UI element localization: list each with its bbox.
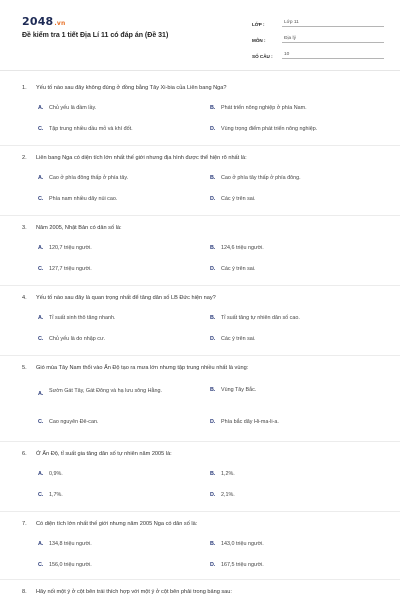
meta-value: 10 [282, 52, 384, 60]
option-letter: D. [210, 419, 216, 425]
document-meta [252, 14, 384, 62]
answer-option[interactable] [210, 245, 264, 251]
option-text: Chủ yếu là do nhập cư. [49, 336, 106, 342]
option-text: Vùng trọng điểm phát triển nông nghiệp. [221, 126, 318, 132]
answer-option[interactable] [38, 562, 92, 568]
option-text: 143,0 triệu người. [221, 541, 264, 547]
meta-row-class [252, 14, 384, 27]
option-text: Các ý trên sai. [221, 196, 256, 202]
option-text: Các ý trên sai. [221, 336, 256, 342]
question-text [22, 85, 226, 91]
answer-option[interactable] [38, 175, 128, 181]
option-text: 124,6 triệu người. [221, 245, 264, 251]
question-stem: Gió mùa Tây Nam thổi vào Ấn Độ tạo ra mưa lớn nhưng tập trung nhiều nhất là vùng: [36, 365, 249, 371]
question-number: 6. [22, 451, 27, 457]
meta-label: MÔN : [252, 38, 266, 43]
option-text: Vùng Tây Bắc. [221, 387, 257, 393]
option-text: Tỉ suất sinh thô tăng nhanh. [49, 315, 116, 321]
answer-option[interactable] [38, 492, 63, 498]
answer-option[interactable] [210, 175, 301, 181]
question-text [22, 589, 232, 595]
option-letter: A. [38, 105, 44, 111]
answer-option[interactable] [38, 541, 92, 547]
answer-option[interactable] [210, 541, 264, 547]
question-number: 3. [22, 225, 27, 231]
answer-option[interactable] [210, 105, 307, 111]
answer-option[interactable] [38, 387, 179, 397]
question-text [22, 521, 197, 527]
answer-option[interactable] [210, 492, 235, 498]
option-text: 1,7%. [49, 492, 63, 498]
question-separator [0, 511, 400, 512]
option-text: 1,2%. [221, 471, 235, 477]
option-text: Phát triển nông nghiệp ở phía Nam. [221, 105, 307, 111]
page-header [0, 0, 400, 66]
option-letter: C. [38, 196, 44, 202]
answer-option[interactable] [38, 105, 96, 111]
answer-option[interactable] [210, 387, 256, 393]
question-text [22, 155, 247, 161]
option-text: Phía bắc dãy Hi-ma-li-a. [221, 419, 279, 425]
question-number: 4. [22, 295, 27, 301]
question-number: 2. [22, 155, 27, 161]
option-letter: D. [210, 266, 216, 272]
question-stem: Liên bang Nga có diện tích lớn nhất thế giới nhưng địa hình được thể hiện rõ nhất là: [36, 155, 247, 161]
meta-label: SỐ CÂU : [252, 54, 273, 59]
option-letter: D. [210, 126, 216, 132]
option-letter: B. [210, 245, 216, 251]
option-letter: C. [38, 336, 44, 342]
question-separator [0, 355, 400, 356]
answer-option[interactable] [210, 315, 300, 321]
answer-option[interactable] [210, 562, 264, 568]
meta-row-question-count [252, 46, 384, 59]
option-text: 2,1%. [221, 492, 235, 498]
option-text: Các ý trên sai. [221, 266, 256, 272]
logo-main: 2048 [22, 15, 54, 28]
option-text: 120,7 triệu người. [49, 245, 92, 251]
answer-option[interactable] [38, 245, 92, 251]
document-title: Đề kiểm tra 1 tiết Địa Lí 11 có đáp án (Đề 31) [22, 32, 169, 39]
question-stem: Ở Ấn Độ, tỉ suất gia tăng dân số tự nhiên năm 2005 là: [36, 451, 172, 457]
option-letter: A. [38, 315, 44, 321]
option-text: 167,5 triệu người. [221, 562, 264, 568]
question-number: 8. [22, 589, 27, 595]
question-stem: Yếu tố nào sau đây là quan trọng nhất để tăng dân số LB Đức hiện nay? [36, 295, 216, 301]
question-number: 5. [22, 365, 27, 371]
answer-option[interactable] [210, 126, 317, 132]
question-text [22, 365, 248, 371]
option-letter: C. [38, 492, 44, 498]
answer-option[interactable] [210, 471, 235, 477]
answer-option[interactable] [210, 419, 279, 425]
question-number: 7. [22, 521, 27, 527]
option-text: Tập trung nhiều dầu mỏ và khí đốt. [49, 126, 133, 132]
option-letter: D. [210, 562, 216, 568]
option-letter: B. [210, 105, 216, 111]
option-letter: C. [38, 419, 44, 425]
meta-value: Địa lý [282, 36, 384, 44]
option-letter: C. [38, 562, 44, 568]
question-separator [0, 441, 400, 442]
option-text: Phía nam nhiều dãy núi cao. [49, 196, 118, 202]
question-text [22, 295, 216, 301]
question-separator [0, 285, 400, 286]
option-letter: A. [38, 245, 44, 251]
meta-row-subject [252, 30, 384, 43]
option-letter: B. [210, 541, 216, 547]
option-letter: D. [210, 196, 216, 202]
question-number: 1. [22, 85, 27, 91]
question-text [22, 225, 122, 231]
option-letter: B. [210, 387, 216, 393]
option-letter: A. [38, 471, 44, 477]
meta-value: Lớp 11 [282, 20, 384, 28]
option-text: Chủ yếu là đầm lầy. [49, 105, 97, 111]
question-text [22, 451, 172, 457]
option-letter: B. [210, 315, 216, 321]
question-stem: Hãy nối một ý ở cột bên trái thích hợp với một ý ở cột bên phải trong bảng sau: [36, 589, 232, 595]
option-text: 156,0 triệu người. [49, 562, 92, 568]
option-text: 0,9%. [49, 471, 63, 477]
question-stem: Năm 2005, Nhật Bản có dân số là: [36, 225, 122, 231]
answer-option[interactable] [38, 126, 133, 132]
option-letter: B. [210, 471, 216, 477]
answer-option[interactable] [38, 315, 116, 321]
answer-option[interactable] [38, 419, 98, 425]
answer-option[interactable] [210, 266, 255, 272]
option-letter: A. [38, 175, 44, 181]
option-text: Cao ở phía tây thấp ở phía đông. [221, 175, 301, 181]
question-separator [0, 145, 400, 146]
question-separator [0, 215, 400, 216]
option-letter: B. [210, 175, 216, 181]
answer-option[interactable] [38, 196, 117, 202]
answer-option[interactable] [38, 266, 92, 272]
option-text: Cao ở phía đông thấp ở phía tây. [49, 175, 129, 181]
option-text: Cao nguyên Đê-can. [49, 419, 99, 425]
answer-option[interactable] [210, 196, 255, 202]
question-stem: Yếu tố nào sau đây không đúng ở đồng bằng Tây Xi-bia của Liên bang Nga? [36, 85, 227, 91]
option-letter: D. [210, 492, 216, 498]
option-letter: D. [210, 336, 216, 342]
option-text: 134,8 triệu người. [49, 541, 92, 547]
meta-label: LỚP : [252, 22, 265, 27]
logo-tld: .vn [54, 20, 66, 27]
option-letter: A. [38, 541, 44, 547]
option-text: Sườn Gát Tây, Gát Đông và hạ lưu sông Hằng. [49, 388, 163, 394]
option-letter: C. [38, 126, 44, 132]
option-text: 127,7 triệu người. [49, 266, 92, 272]
question-stem: Có diện tích lớn nhất thế giới nhưng năm 2005 Nga có dân số là: [36, 521, 198, 527]
site-logo[interactable] [22, 15, 65, 28]
option-letter: C. [38, 266, 44, 272]
answer-option[interactable] [38, 336, 105, 342]
header-divider [0, 70, 400, 71]
answer-option[interactable] [210, 336, 255, 342]
option-text: Tỉ suất tăng tự nhiên dân số cao. [221, 315, 300, 321]
option-letter: A. [38, 391, 44, 397]
question-separator [0, 579, 400, 580]
answer-option[interactable] [38, 471, 63, 477]
